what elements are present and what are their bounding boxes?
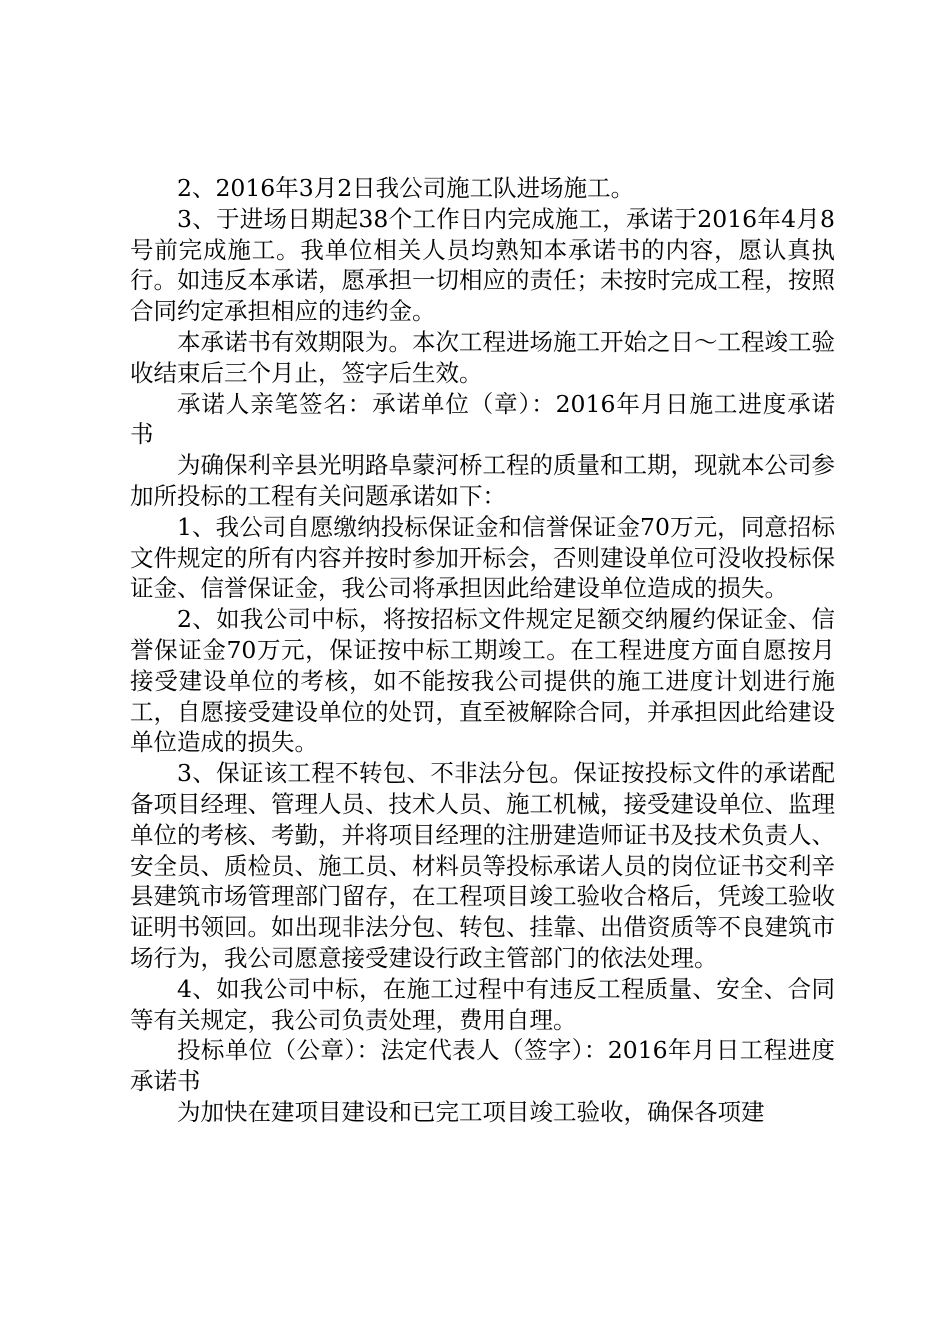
document-body xyxy=(130,173,835,1128)
paragraph-item-1: 1、我公司自愿缴纳投标保证金和信誉保证金70万元，同意招标文件规定的所有内容并按时参加开标会，否则建设单位可没收投标保证金、信誉保证金，我公司将承担因此给建设单位造成的损失。 xyxy=(130,512,835,603)
paragraph-item-4: 4、如我公司中标，在施工过程中有违反工程质量、安全、合同等有关规定，我公司负责处理，费用自理。 xyxy=(130,974,835,1034)
paragraph-validity-period: 本承诺书有效期限为。本次工程进场施工开始之日～工程竣工验收结束后三个月止，签字后生效。 xyxy=(130,327,835,387)
paragraph-signature-line: 承诺人亲笔签名：承诺单位（章）：2016年月日施工进度承诺书 xyxy=(130,389,835,449)
paragraph-item-3: 3、保证该工程不转包、不非法分包。保证按投标文件的承诺配备项目经理、管理人员、技术人员、施工机械，接受建设单位、监理单位的考核、考勤，并将项目经理的注册建造师证书及技术负责人、安全员、质检员、施工员、材料员等投标承诺人员的岗位证书交利辛县建筑市场管理部门留存，在工程项目竣工验收合格后，凭竣工验收证明书领回。如出现非法分包、转包、挂靠、出借资质等不良建筑市场行为，我公司愿意接受建设行政主管部门的依法处理。 xyxy=(130,759,835,972)
paragraph-completion-promise: 3、于进场日期起38个工作日内完成施工，承诺于2016年4月8号前完成施工。我单位相关人员均熟知本承诺书的内容，愿认真执行。如违反本承诺，愿承担一切相应的责任；未按时完成工程，按照合同约定承担相应的违约金。 xyxy=(130,204,835,326)
paragraph-entry-date: 2、2016年3月2日我公司施工队进场施工。 xyxy=(177,174,635,202)
paragraph-bidder-signature: 投标单位（公章）：法定代表人（签字）：2016年月日工程进度承诺书 xyxy=(130,1036,835,1096)
paragraph-progress-intro: 为加快在建项目建设和已完工项目竣工验收，确保各项建 xyxy=(177,1097,765,1126)
paragraph-commitment-intro: 为确保利辛县光明路阜蒙河桥工程的质量和工期，现就本公司参加所投标的工程有关问题承诺如下： xyxy=(130,451,835,510)
paragraph-item-2: 2、如我公司中标，将按招标文件规定足额交纳履约保证金、信誉保证金70万元，保证按中标工期竣工。在工程进度方面自愿按月接受建设单位的考核，如不能按我公司提供的施工进度计划进行施工，自愿接受建设单位的处罚，直至被解除合同，并承担因此给建设单位造成的损失。 xyxy=(130,605,835,757)
